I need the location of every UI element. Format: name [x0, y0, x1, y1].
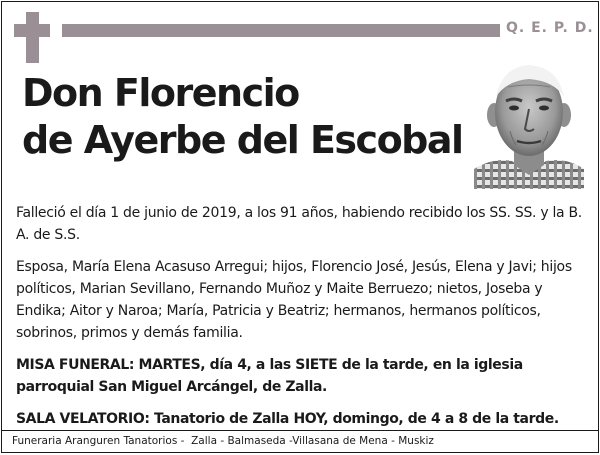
- wake-paragraph: SALA VELATORIO: Tanatorio de Zalla HOY, domingo, de 4 a 8 de la tarde.: [16, 411, 559, 427]
- deceased-name: [22, 70, 463, 164]
- deceased-name-line1: Don Florencio: [22, 71, 299, 115]
- qepd-label: Q. E. P. D.: [506, 20, 594, 36]
- funeral-home-footer: Funeraria Aranguren Tanatorios - Zalla - Balmaseda -Villasana de Mena - Muskiz: [12, 435, 434, 447]
- deceased-name-line2: de Ayerbe del Escobal: [22, 118, 463, 162]
- footer-rule: [2, 430, 598, 431]
- cross-icon-bar: [14, 24, 50, 37]
- portrait-photo-drawing: [474, 57, 584, 189]
- portrait-photo: [474, 57, 584, 189]
- death-paragraph: Falleció el día 1 de junio de 2019, a los 91 años, habiendo recibido los SS. SS. y la B. A. de S.S.: [16, 205, 582, 243]
- cross-icon: [26, 12, 39, 63]
- notice-body: [16, 202, 588, 440]
- obituary-notice: [1, 1, 599, 453]
- funeral-paragraph: MISA FUNERAL: MARTES, día 4, a las SIETE de la tarde, en la iglesia parroquial San Miguel Arcángel, de Zalla.: [16, 357, 523, 395]
- header-rule: [62, 24, 500, 37]
- family-paragraph: Esposa, María Elena Acasuso Arregui; hijos, Florencio José, Jesús, Elena y Javi; hijos políticos, Marian Sevillano, Fernando Muñoz y Maite Berruezo; nietos, Joseba y Endika; Aitor y Naroa; María, Patricia y Beatriz; hermanos, hermanos políticos, sobrinos, primos y demás familia.: [16, 259, 572, 341]
